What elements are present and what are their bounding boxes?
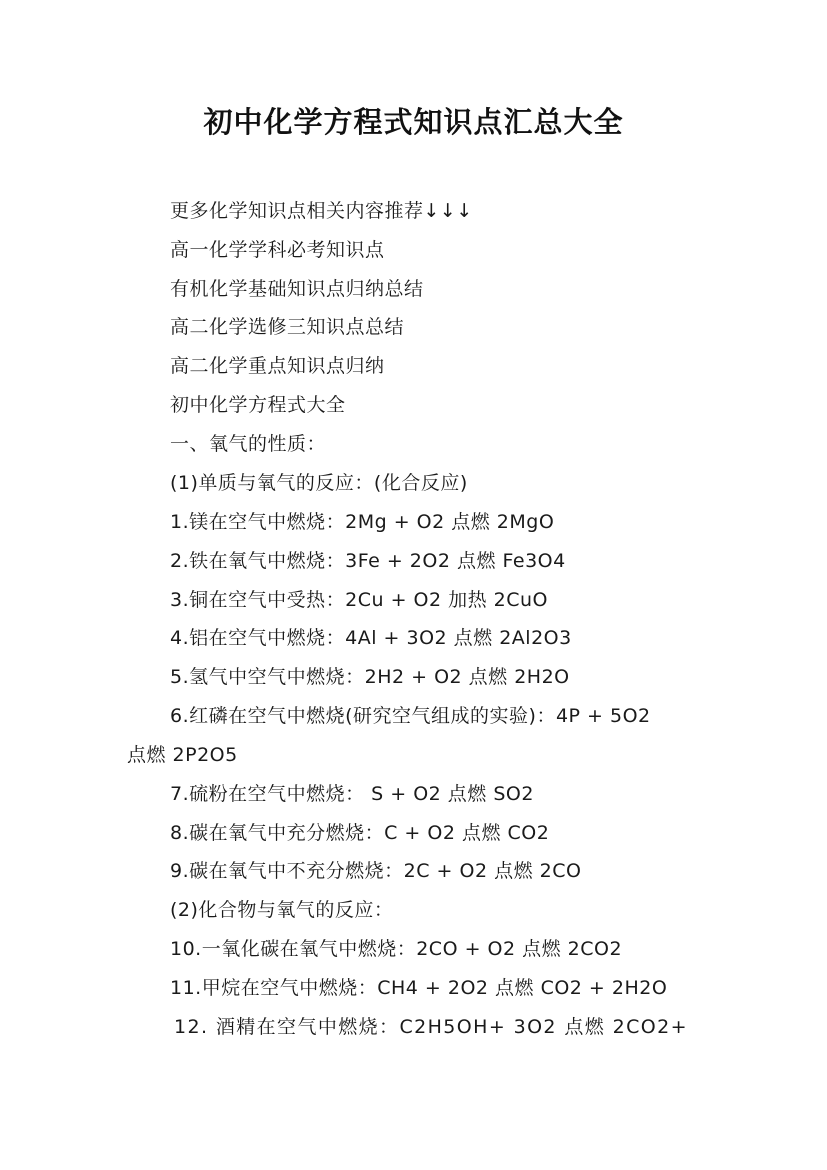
section-heading: 初中化学方程式大全 — [170, 394, 346, 416]
equation-line: 9.碳在氧气中不充分燃烧：2C + O2 点燃 2CO — [170, 860, 582, 882]
equation-line: 11.甲烷在空气中燃烧：CH4 + 2O2 点燃 CO2 + 2H2O — [170, 977, 668, 999]
subsection-heading: (2)化合物与氧气的反应： — [170, 899, 394, 921]
recommend-link-1[interactable]: 高一化学学科必考知识点 — [170, 239, 385, 261]
equation-line: 7.硫粉在空气中燃烧： S + O2 点燃 SO2 — [170, 783, 534, 805]
equation-line: 4.铝在空气中燃烧：4Al + 3O2 点燃 2Al2O3 — [170, 627, 572, 649]
subsection-heading: 一、氧气的性质： — [170, 433, 327, 455]
equation-line: 3.铜在空气中受热：2Cu + O2 加热 2CuO — [170, 589, 548, 611]
equation-line-continuation: 点燃 2P2O5 — [127, 744, 238, 766]
recommend-link-3[interactable]: 高二化学选修三知识点总结 — [170, 316, 405, 338]
document-title: 初中化学方程式知识点汇总大全 — [203, 105, 624, 139]
recommend-link-2[interactable]: 有机化学基础知识点归纳总结 — [170, 278, 424, 300]
equation-line: 1.镁在空气中燃烧：2Mg + O2 点燃 2MgO — [170, 511, 555, 533]
equation-line: 5.氢气中空气中燃烧：2H2 + O2 点燃 2H2O — [170, 666, 570, 688]
equation-line: 6.红磷在空气中燃烧(研究空气组成的实验)：4P + 5O2 — [170, 705, 651, 727]
recommend-link-4[interactable]: 高二化学重点知识点归纳 — [170, 355, 385, 377]
recommend-header: 更多化学知识点相关内容推荐↓↓↓ — [170, 200, 473, 222]
equation-line: 8.碳在氧气中充分燃烧：C + O2 点燃 CO2 — [170, 822, 550, 844]
equation-line: 10.一氧化碳在氧气中燃烧：2CO + O2 点燃 2CO2 — [170, 938, 623, 960]
equation-line: 2.铁在氧气中燃烧：3Fe + 2O2 点燃 Fe3O4 — [170, 550, 566, 572]
equation-line: 12. 酒精在空气中燃烧：C2H5OH+ 3O2 点燃 2CO2+ — [174, 1016, 688, 1038]
subsection-heading: (1)单质与氧气的反应：(化合反应) — [170, 472, 468, 494]
